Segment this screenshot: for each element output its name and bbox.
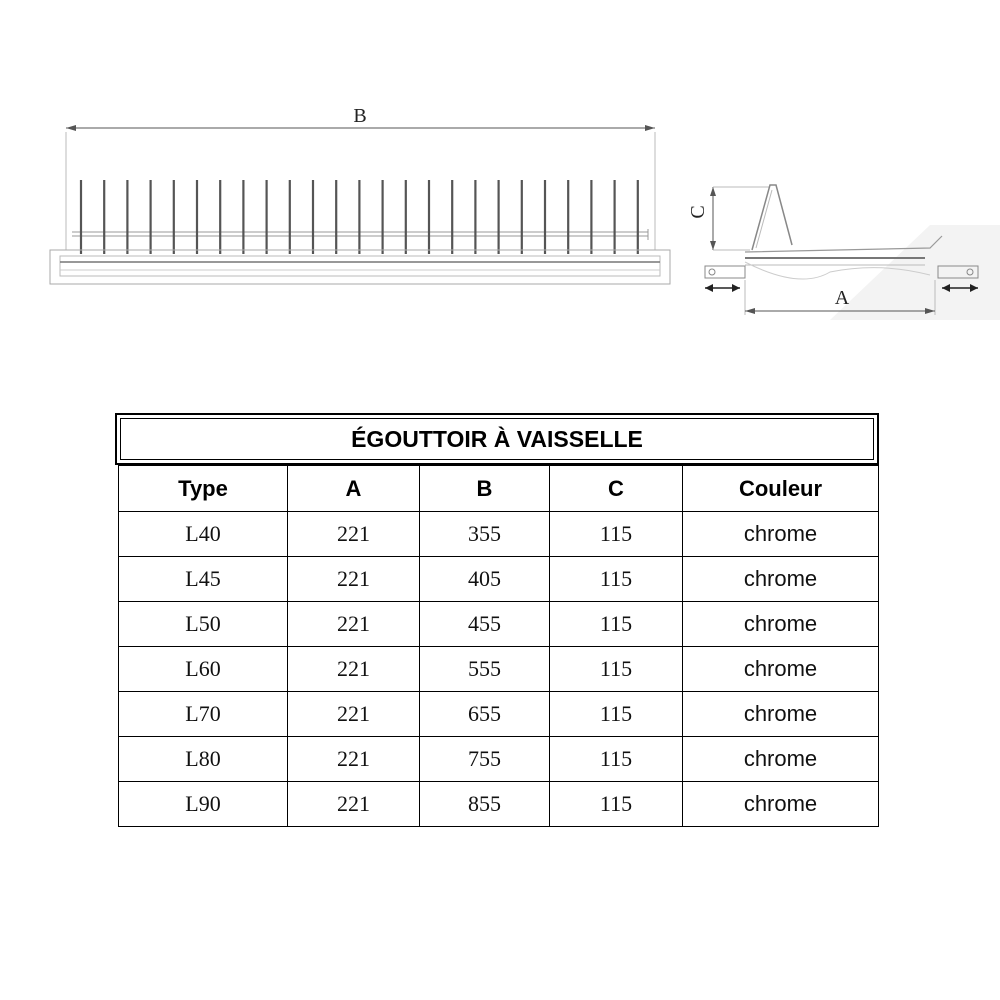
dimension-a-label: A: [834, 287, 850, 309]
table-title-box: [115, 413, 879, 465]
cell-c: 115: [550, 692, 683, 737]
cell-couleur: chrome: [683, 737, 879, 782]
cell-couleur: chrome: [683, 557, 879, 602]
cell-b: 405: [420, 557, 550, 602]
cell-type: L80: [119, 737, 288, 782]
cell-type: L40: [119, 512, 288, 557]
table-header-row: [119, 466, 879, 512]
header-a: A: [288, 466, 420, 512]
cell-b: 355: [420, 512, 550, 557]
cell-a: 221: [288, 737, 420, 782]
cell-type: L50: [119, 602, 288, 647]
cell-couleur: chrome: [683, 647, 879, 692]
cell-a: 221: [288, 557, 420, 602]
cell-type: L60: [119, 647, 288, 692]
cell-a: 221: [288, 782, 420, 827]
technical-drawing: [0, 0, 1000, 340]
dimensions-table: [118, 465, 879, 827]
cell-b: 855: [420, 782, 550, 827]
dimension-b-label: B: [353, 105, 367, 127]
table-row: [119, 782, 879, 827]
header-type: Type: [119, 466, 288, 512]
header-couleur: Couleur: [683, 466, 879, 512]
cell-b: 555: [420, 647, 550, 692]
cell-c: 115: [550, 512, 683, 557]
table-title: ÉGOUTTOIR À VAISSELLE: [120, 418, 874, 460]
cell-c: 115: [550, 782, 683, 827]
rack-rods: [81, 180, 638, 254]
cell-type: L45: [119, 557, 288, 602]
cell-type: L90: [119, 782, 288, 827]
cell-couleur: chrome: [683, 602, 879, 647]
header-c: C: [550, 466, 683, 512]
table-row: [119, 512, 879, 557]
table-row: [119, 557, 879, 602]
spec-table: [115, 413, 879, 827]
cell-couleur: chrome: [683, 692, 879, 737]
cell-couleur: chrome: [683, 782, 879, 827]
table-row: [119, 692, 879, 737]
dimension-c-label: C: [687, 205, 709, 219]
cell-c: 115: [550, 557, 683, 602]
table-row: [119, 647, 879, 692]
cell-b: 655: [420, 692, 550, 737]
cell-type: L70: [119, 692, 288, 737]
cell-b: 755: [420, 737, 550, 782]
header-b: B: [420, 466, 550, 512]
front-view: [50, 105, 670, 284]
cell-a: 221: [288, 647, 420, 692]
cell-a: 221: [288, 512, 420, 557]
cell-couleur: chrome: [683, 512, 879, 557]
cell-a: 221: [288, 602, 420, 647]
cell-c: 115: [550, 737, 683, 782]
cell-c: 115: [550, 647, 683, 692]
cell-a: 221: [288, 692, 420, 737]
cell-b: 455: [420, 602, 550, 647]
table-row: [119, 737, 879, 782]
table-row: [119, 602, 879, 647]
side-view: [687, 185, 1000, 320]
cell-c: 115: [550, 602, 683, 647]
